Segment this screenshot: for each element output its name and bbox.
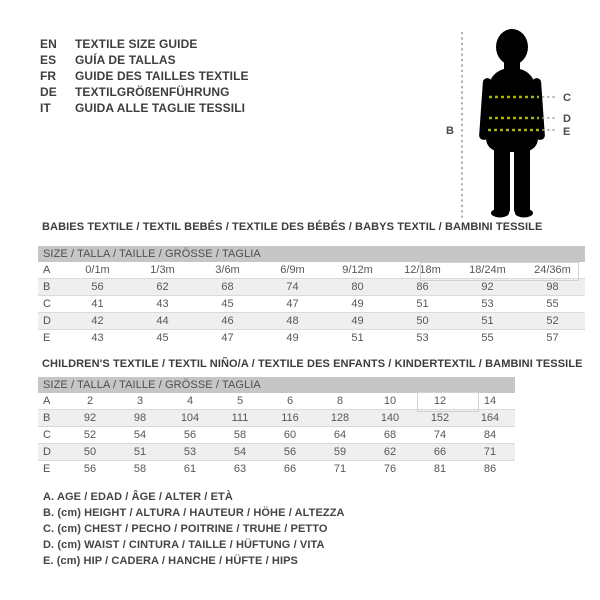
size-cell: 71 — [483, 446, 497, 458]
size-cell: 3 — [136, 395, 144, 407]
size-cell: 9/12m — [342, 264, 373, 276]
size-cell: 51 — [133, 446, 147, 458]
language-row — [40, 84, 249, 100]
size-cell: 66 — [433, 446, 447, 458]
table-row-b — [38, 410, 515, 427]
size-cell: 5 — [236, 395, 244, 407]
table-row-b — [38, 279, 585, 296]
size-cell: 54 — [233, 446, 247, 458]
size-cell: 51 — [351, 332, 364, 344]
babies-size-header: SIZE / TALLA / TAILLE / GRÖSSE / TAGLIA — [38, 246, 585, 262]
size-cell: 128 — [330, 412, 350, 424]
size-cell: 59 — [333, 446, 347, 458]
children-section-title: CHILDREN'S TEXTILE / TEXTIL NIÑO/A / TEXTILE DES ENFANTS / KINDERTEXTIL / BAMBINI TESSILE — [42, 358, 583, 370]
table-row-e — [38, 461, 515, 478]
row-letter: B — [43, 281, 51, 293]
size-cell: 71 — [333, 463, 347, 475]
size-cell: 43 — [91, 332, 104, 344]
size-cell: 68 — [221, 281, 234, 293]
size-cell: 76 — [383, 463, 397, 475]
size-cell: 84 — [483, 429, 497, 441]
size-cell: 62 — [156, 281, 169, 293]
language-row — [40, 36, 249, 52]
language-list — [40, 36, 249, 116]
size-cell: 64 — [333, 429, 347, 441]
size-cell: 24/36m — [534, 264, 571, 276]
measurement-legend — [43, 489, 345, 569]
size-cell: 104 — [180, 412, 200, 424]
size-cell: 46 — [221, 315, 234, 327]
row-letter: E — [43, 463, 51, 475]
language-row — [40, 52, 249, 68]
language-label: GUIDA ALLE TAGLIE TESSILI — [75, 101, 246, 115]
size-cell: 53 — [481, 298, 494, 310]
size-cell: 12 — [433, 395, 447, 407]
table-row-d — [38, 313, 585, 330]
size-cell: 98 — [133, 412, 147, 424]
size-cell: 61 — [183, 463, 197, 475]
size-cell: 63 — [233, 463, 247, 475]
size-cell: 49 — [351, 315, 364, 327]
size-cell: 68 — [383, 429, 397, 441]
hip-label: E — [563, 126, 571, 138]
row-letter: C — [43, 298, 51, 310]
size-cell: 81 — [433, 463, 447, 475]
size-cell: 50 — [416, 315, 429, 327]
size-cell: 56 — [183, 429, 197, 441]
row-letter: D — [43, 446, 51, 458]
size-cell: 12/18m — [404, 264, 441, 276]
size-cell: 98 — [546, 281, 559, 293]
size-cell: 53 — [416, 332, 429, 344]
children-highlight-box — [417, 392, 479, 412]
size-cell: 10 — [383, 395, 397, 407]
size-cell: 52 — [83, 429, 97, 441]
size-cell: 51 — [416, 298, 429, 310]
legend-line: A. AGE / EDAD / ÂGE / ALTER / ETÀ — [43, 491, 233, 503]
legend-line: B. (cm) HEIGHT / ALTURA / HAUTEUR / HÖHE / ALTEZZA — [43, 507, 345, 519]
size-cell: 86 — [483, 463, 497, 475]
row-letter: A — [43, 264, 51, 276]
size-cell: 47 — [221, 332, 234, 344]
row-letter: A — [43, 395, 51, 407]
language-label: GUÍA DE TALLAS — [75, 53, 176, 67]
size-cell: 140 — [380, 412, 400, 424]
legend-line: C. (cm) CHEST / PECHO / POITRINE / TRUHE / PETTO — [43, 523, 328, 535]
size-cell: 57 — [546, 332, 559, 344]
size-cell: 58 — [133, 463, 147, 475]
language-label: TEXTILGRÖßENFÜHRUNG — [75, 85, 230, 99]
size-cell: 42 — [91, 315, 104, 327]
size-cell: 56 — [283, 446, 297, 458]
height-label: B — [446, 125, 454, 137]
row-letter: C — [43, 429, 51, 441]
size-cell: 0/1m — [85, 264, 110, 276]
size-cell: 44 — [156, 315, 169, 327]
size-cell: 54 — [133, 429, 147, 441]
size-cell: 62 — [383, 446, 397, 458]
size-cell: 55 — [546, 298, 559, 310]
legend-line: E. (cm) HIP / CADERA / HANCHE / HÜFTE / HIPS — [43, 555, 298, 567]
child-figure-diagram — [438, 18, 600, 232]
language-code: ES — [40, 53, 57, 67]
size-cell: 41 — [91, 298, 104, 310]
size-cell: 2 — [86, 395, 94, 407]
size-cell: 58 — [233, 429, 247, 441]
row-letter: D — [43, 315, 51, 327]
size-cell: 43 — [156, 298, 169, 310]
language-row — [40, 100, 249, 116]
size-cell: 116 — [281, 412, 299, 424]
table-row-c — [38, 296, 585, 313]
children-size-header: SIZE / TALLA / TAILLE / GRÖSSE / TAGLIA — [38, 377, 515, 393]
table-row-e — [38, 330, 585, 347]
size-cell: 92 — [481, 281, 494, 293]
size-cell: 6 — [286, 395, 294, 407]
babies-section-title: BABIES TEXTILE / TEXTIL BEBÉS / TEXTILE DES BÉBÉS / BABYS TEXTIL / BAMBINI TESSILE — [42, 221, 543, 233]
language-code: EN — [40, 37, 57, 51]
size-cell: 56 — [91, 281, 104, 293]
size-cell: 92 — [83, 412, 97, 424]
size-cell: 152 — [430, 412, 450, 424]
size-cell: 74 — [433, 429, 447, 441]
size-cell: 3/6m — [215, 264, 240, 276]
size-cell: 50 — [83, 446, 97, 458]
size-cell: 49 — [286, 332, 299, 344]
size-cell: 111 — [231, 412, 249, 424]
size-cell: 53 — [183, 446, 197, 458]
size-cell: 55 — [481, 332, 494, 344]
size-cell: 86 — [416, 281, 429, 293]
language-code: DE — [40, 85, 57, 99]
size-cell: 47 — [286, 298, 299, 310]
size-cell: 48 — [286, 315, 299, 327]
size-cell: 60 — [283, 429, 297, 441]
language-label: TEXTILE SIZE GUIDE — [75, 37, 198, 51]
row-letter: E — [43, 332, 51, 344]
size-cell: 6/9m — [280, 264, 305, 276]
language-label: GUIDE DES TAILLES TEXTILE — [75, 69, 249, 83]
language-code: FR — [40, 69, 57, 83]
table-row-d — [38, 444, 515, 461]
table-row-c — [38, 427, 515, 444]
babies-highlight-box — [420, 262, 579, 281]
row-letter: B — [43, 412, 51, 424]
size-cell: 164 — [480, 412, 500, 424]
size-cell: 45 — [156, 332, 169, 344]
language-row — [40, 68, 249, 84]
size-cell: 4 — [186, 395, 194, 407]
size-cell: 51 — [481, 315, 494, 327]
size-cell: 45 — [221, 298, 234, 310]
size-cell: 18/24m — [469, 264, 506, 276]
size-cell: 14 — [483, 395, 497, 407]
size-cell: 66 — [283, 463, 297, 475]
waist-label: D — [563, 113, 571, 125]
language-code: IT — [40, 101, 51, 115]
child-silhouette-icon — [479, 29, 545, 218]
size-cell: 1/3m — [150, 264, 175, 276]
size-cell: 49 — [351, 298, 364, 310]
size-cell: 74 — [286, 281, 299, 293]
size-cell: 52 — [546, 315, 559, 327]
babies-size-table — [38, 246, 585, 346]
size-cell: 56 — [83, 463, 97, 475]
legend-line: D. (cm) WAIST / CINTURA / TAILLE / HÜFTUNG / VITA — [43, 539, 325, 551]
chest-label: C — [563, 92, 571, 104]
size-cell: 8 — [336, 395, 344, 407]
size-cell: 80 — [351, 281, 364, 293]
